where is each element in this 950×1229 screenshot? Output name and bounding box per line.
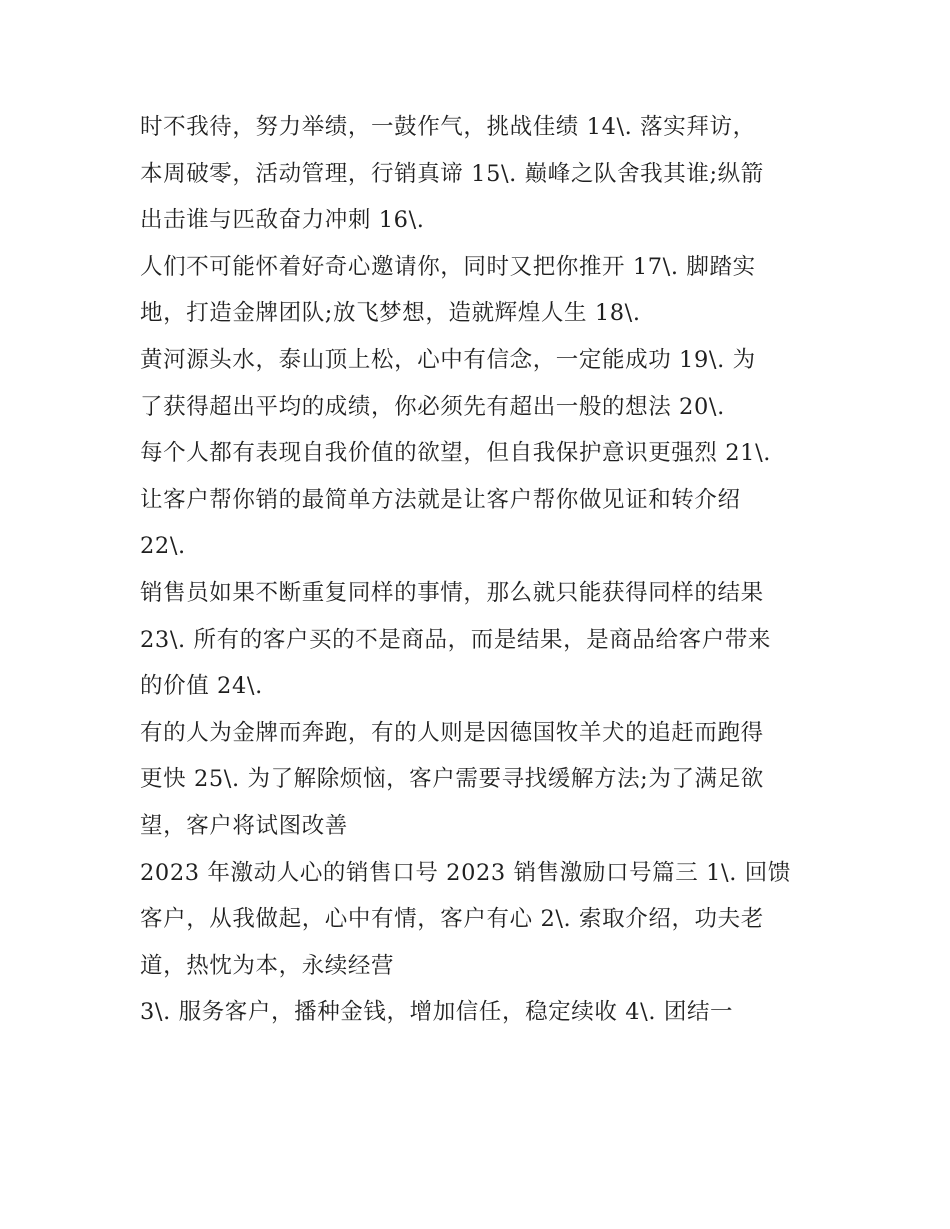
text-line: 道，热忱为本，永续经营	[140, 952, 395, 979]
document-body	[140, 104, 820, 1036]
text-line: 本周破零，活动管理，行销真谛 15\. 巅峰之队舍我其谁;纵箭	[140, 160, 764, 187]
text-line: 的价值 24\.	[140, 673, 263, 700]
text-line: 有的人为金牌而奔跑，有的人则是因德国牧羊犬的追赶而跑得	[140, 719, 764, 746]
text-line: 23\. 所有的客户买的不是商品，而是结果，是商品给客户带来	[140, 626, 772, 653]
text-line: 时不我待，努力举绩，一鼓作气，挑战佳绩 14\. 落实拜访，	[140, 114, 756, 140]
text-line: 22\.	[140, 533, 186, 560]
text-line: 让客户帮你销的最简单方法就是让客户帮你做见证和转介绍	[140, 486, 741, 513]
text-line: 客户，从我做起，心中有情，客户有心 2\. 索取介绍，功夫老	[140, 906, 764, 933]
text-line: 出击谁与匹敌奋力冲刺 16\.	[140, 207, 425, 234]
text-line: 销售员如果不断重复同样的事情，那么就只能获得同样的结果	[140, 579, 764, 606]
text-line: 了获得超出平均的成绩，你必须先有超出一般的想法 20\.	[140, 393, 725, 420]
text-line: 黄河源头水，泰山顶上松，心中有信念，一定能成功 19\. 为	[140, 346, 756, 373]
text-line: 2023 年激动人心的销售口号 2023 销售激励口号篇三 1\. 回馈	[140, 859, 791, 886]
text-line: 望，客户将试图改善	[140, 812, 348, 839]
text-line: 人们不可能怀着好奇心邀请你，同时又把你推开 17\. 脚踏实	[140, 253, 756, 280]
text-line: 更快 25\. 为了解除烦恼，客户需要寻找缓解方法;为了满足欲	[140, 766, 764, 793]
text-line: 3\. 服务客户，播种金钱，增加信任，稳定续收 4\. 团结一	[140, 999, 734, 1026]
text-line: 每个人都有表现自我价值的欲望，但自我保护意识更强烈 21\.	[140, 440, 772, 467]
text-line: 地，打造金牌团队;放飞梦想，造就辉煌人生 18\.	[140, 300, 641, 327]
